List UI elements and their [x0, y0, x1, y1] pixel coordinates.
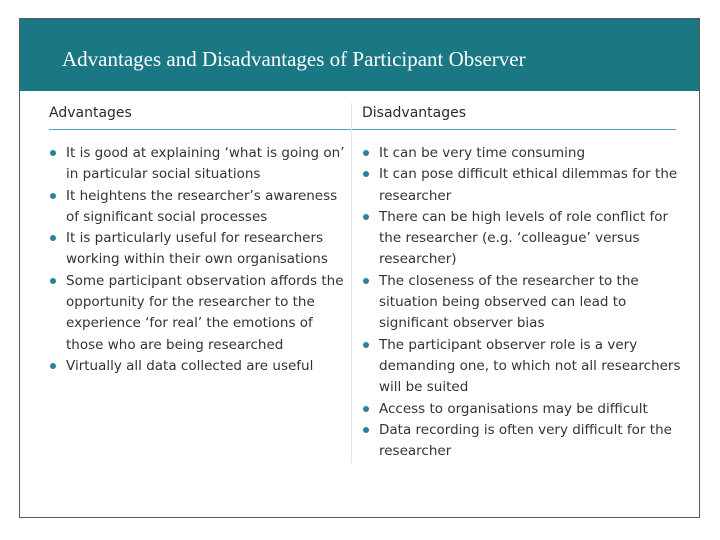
list-item [362, 207, 682, 271]
disadvantage-text: It can be very time consuming [379, 145, 586, 161]
list-item [362, 399, 682, 420]
header-divider [49, 129, 676, 130]
advantages-list [49, 143, 349, 377]
list-item [49, 186, 349, 229]
list-item [49, 228, 349, 271]
bullet-icon [50, 363, 56, 369]
disadvantage-text: The closeness of the researcher to the situation being observed can lead to significant observer bias [379, 272, 639, 332]
bullet-icon [363, 171, 369, 177]
bullet-icon [363, 150, 369, 156]
disadvantage-text: There can be high levels of role conflict for the researcher (e.g. ‘colleague’ versus researcher) [379, 208, 669, 268]
advantages-heading: Advantages [49, 105, 132, 121]
advantage-text: It is good at explaining ‘what is going on’ in particular social situations [66, 145, 345, 183]
list-item [362, 271, 682, 335]
bullet-icon [50, 235, 56, 241]
advantage-text: It heightens the researcher’s awareness of significant social processes [66, 187, 338, 225]
list-item [49, 271, 349, 356]
advantage-text: It is particularly useful for researchers working within their own organisations [66, 230, 328, 268]
disadvantage-text: Access to organisations may be difficult [379, 400, 648, 417]
slide [19, 18, 700, 518]
disadvantage-text: It can pose difficult ethical dilemmas for the researcher [379, 166, 678, 204]
list-item [49, 356, 349, 377]
bullet-icon [50, 150, 56, 156]
disadvantages-heading: Disadvantages [362, 105, 467, 121]
slide-title: Advantages and Disadvantages of Participant Observer [62, 47, 526, 71]
bullet-icon [363, 427, 369, 433]
list-item [362, 143, 682, 164]
disadvantage-text: The participant observer role is a very demanding one, to which not all researchers will be suited [379, 336, 681, 396]
bullet-icon [50, 278, 56, 284]
column-divider [351, 103, 352, 463]
list-item [362, 420, 682, 463]
bullet-icon [50, 193, 56, 199]
advantage-text: Virtually all data collected are useful [66, 357, 314, 374]
bullet-icon [363, 342, 369, 348]
list-item [362, 335, 682, 399]
list-item [49, 143, 349, 186]
bullet-icon [363, 214, 369, 220]
bullet-icon [363, 278, 369, 284]
bullet-icon [363, 406, 369, 412]
list-item [362, 164, 682, 207]
disadvantages-list [362, 143, 682, 462]
advantage-text: Some participant observation affords the opportunity for the researcher to the experience ‘for real’ the emotions of those who are being researched [66, 272, 344, 353]
disadvantage-text: Data recording is often very difficult for the researcher [379, 421, 672, 460]
title-bar [20, 19, 699, 91]
